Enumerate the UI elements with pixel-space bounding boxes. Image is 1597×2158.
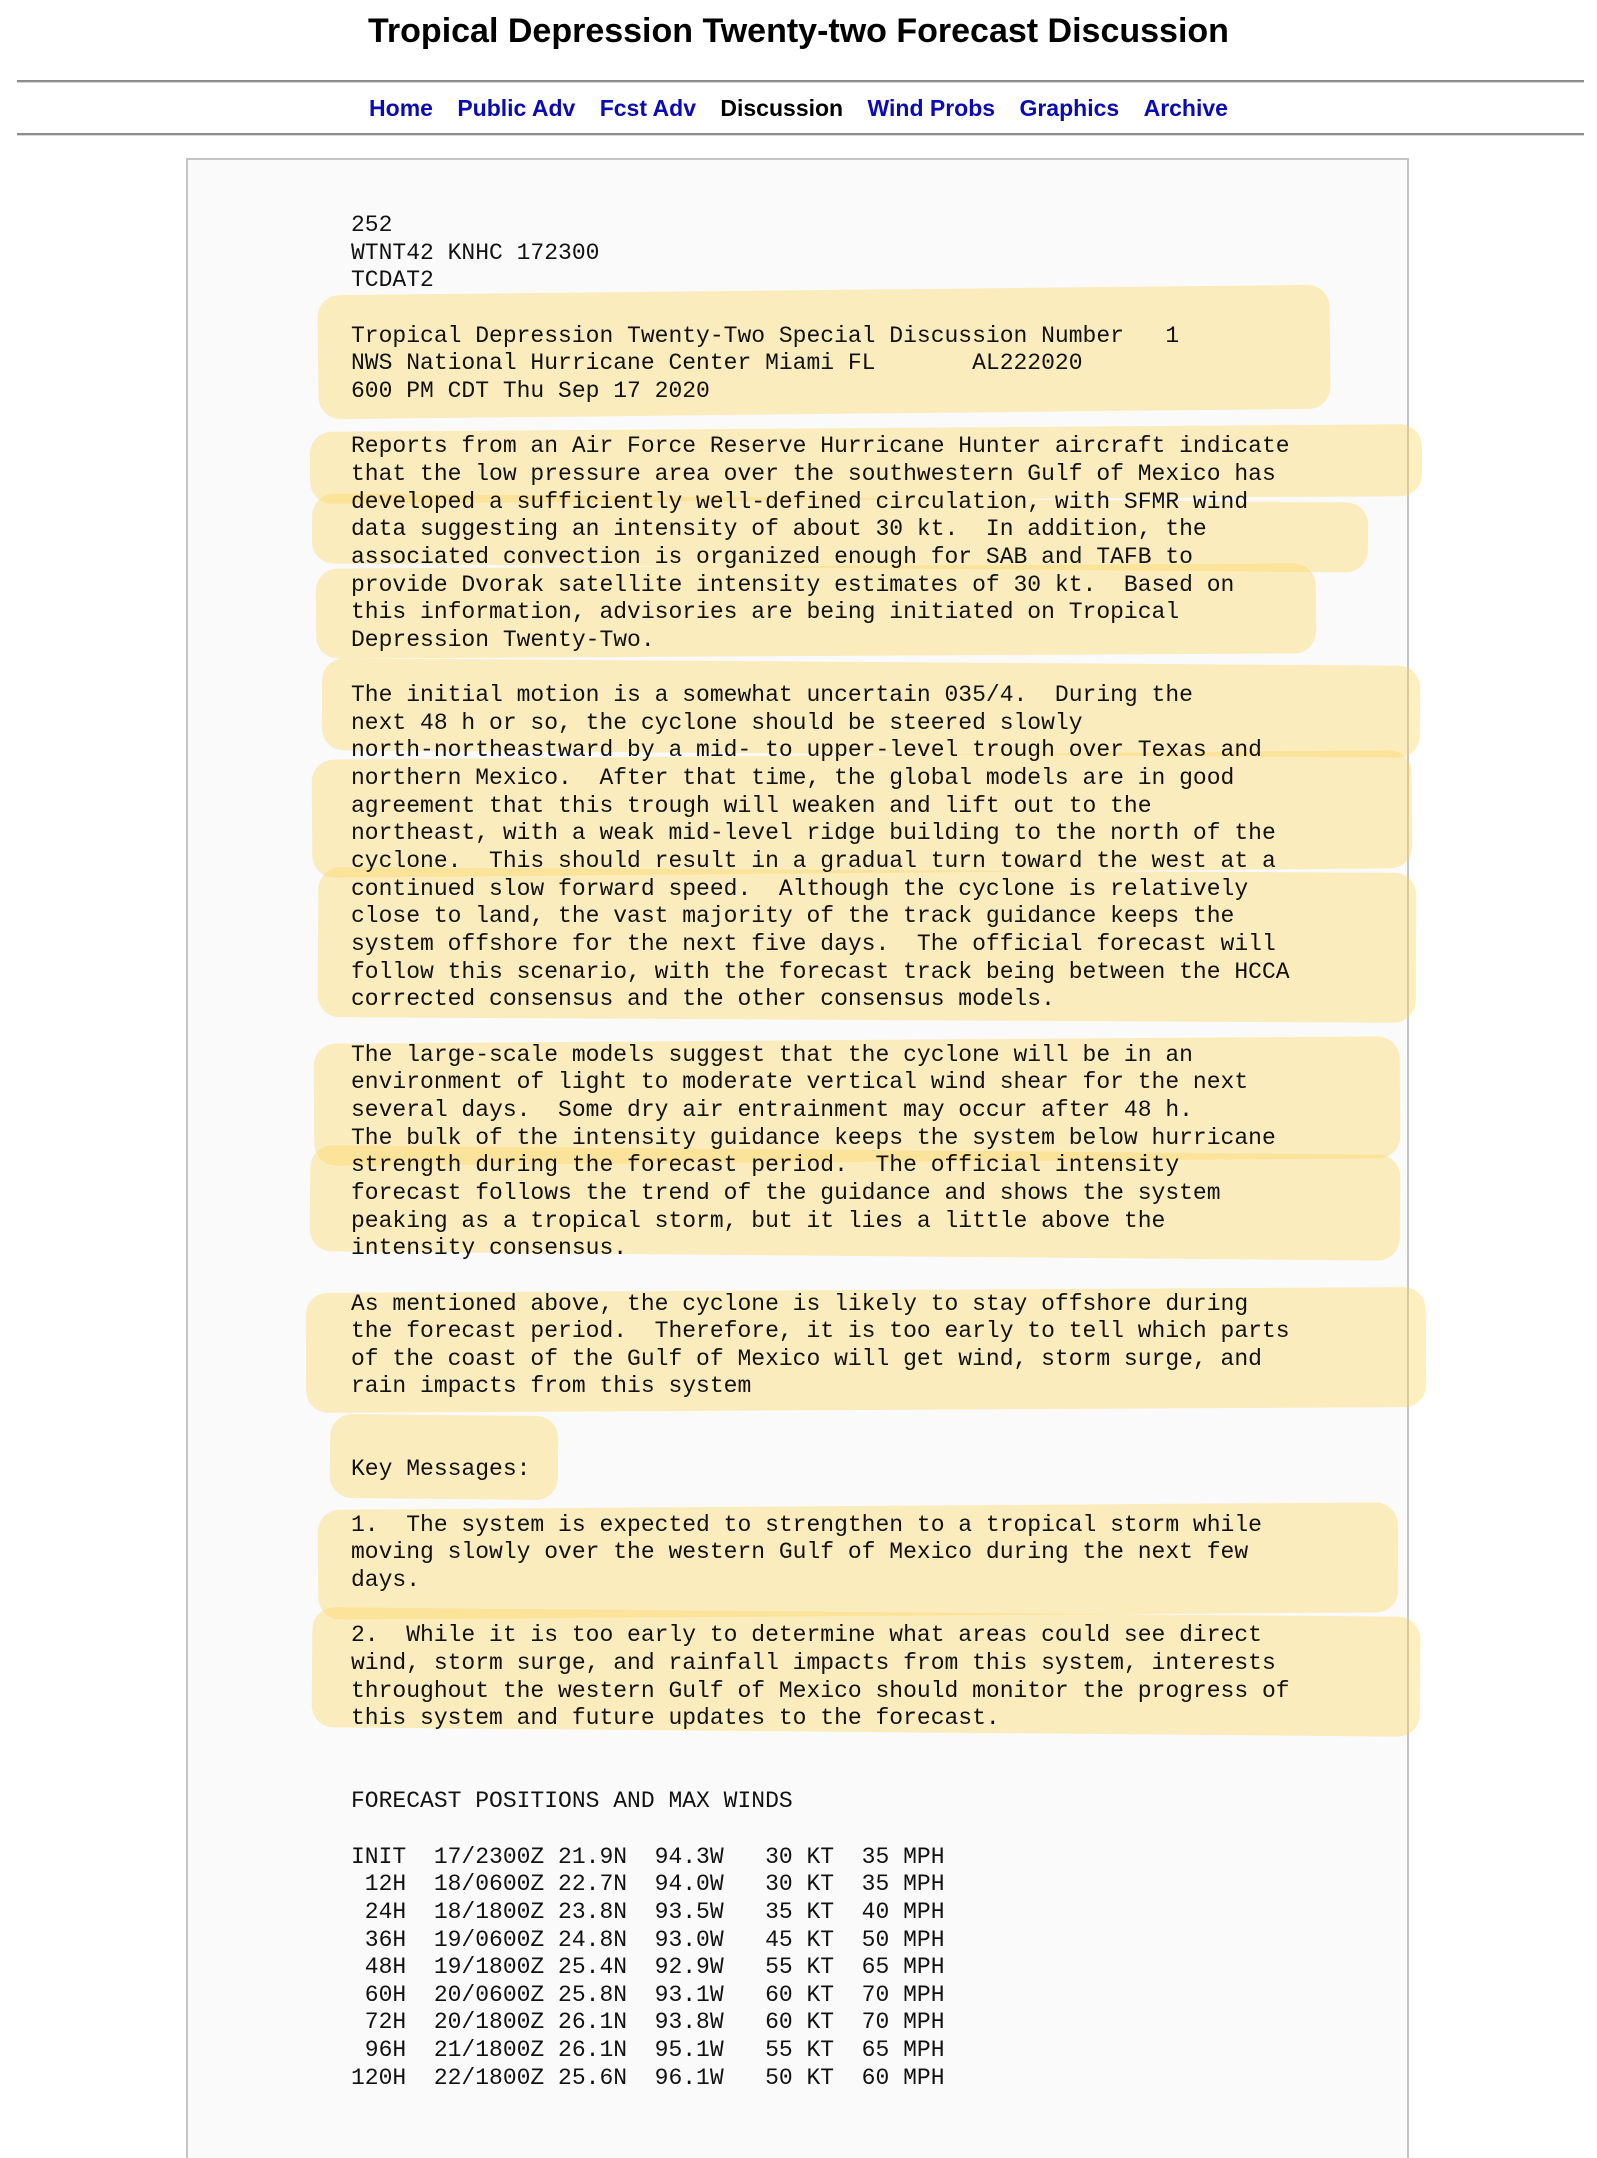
text-line: northeast, with a weak mid-level ridge building to the north of the — [351, 820, 1276, 847]
text-line: several days. Some dry air entrainment may occur after 48 h. — [351, 1096, 1193, 1123]
text-line: rain impacts from this system — [351, 1373, 752, 1400]
text-line: WTNT42 KNHC 172300 — [351, 239, 600, 266]
text-line: 2. While it is too early to determine what areas could see direct — [351, 1622, 1262, 1649]
text-line: 1. The system is expected to strengthen to a tropical storm while — [351, 1511, 1262, 1538]
forecast-row: 72H 20/1800Z 26.1N 93.8W 60 KT 70 MPH — [351, 2009, 945, 2036]
text-line: provide Dvorak satellite intensity estimates of 30 kt. Based on — [351, 571, 1235, 598]
top-divider — [17, 80, 1584, 83]
text-line: cyclone. This should result in a gradual turn toward the west at a — [351, 848, 1276, 875]
nav-link-public-adv[interactable]: Public Adv — [457, 95, 576, 121]
forecast-row: 36H 19/0600Z 24.8N 93.0W 45 KT 50 MPH — [351, 1926, 945, 1953]
text-line: intensity consensus. — [351, 1235, 628, 1262]
top-navigation — [0, 92, 1597, 124]
nav-link-archive[interactable]: Archive — [1143, 95, 1228, 121]
text-line: data suggesting an intensity of about 30 kt. In addition, the — [351, 516, 1207, 543]
text-line: agreement that this trough will weaken and lift out to the — [351, 792, 1152, 819]
text-line: Tropical Depression Twenty-Two Special Discussion Number 1 — [351, 322, 1180, 349]
text-line — [351, 1733, 1290, 1761]
text-line: 600 PM CDT Thu Sep 17 2020 — [351, 377, 710, 404]
text-line: the forecast period. Therefore, it is too early to tell which parts — [351, 1318, 1290, 1345]
forecast-row: 96H 21/1800Z 26.1N 95.1W 55 KT 65 MPH — [351, 2037, 945, 2064]
text-line: As mentioned above, the cyclone is likely to stay offshore during — [351, 1290, 1249, 1317]
text-line — [351, 1761, 1290, 1789]
text-line — [351, 1429, 1290, 1457]
text-line: FORECAST POSITIONS AND MAX WINDS — [351, 1788, 793, 1815]
text-line: environment of light to moderate vertical wind shear for the next — [351, 1069, 1249, 1096]
text-line: throughout the western Gulf of Mexico should monitor the progress of — [351, 1677, 1290, 1704]
text-line: forecast follows the trend of the guidance and shows the system — [351, 1179, 1221, 1206]
text-line — [351, 1595, 1290, 1623]
text-line: north-northeastward by a mid- to upper-level trough over Texas and — [351, 737, 1262, 764]
text-line: northern Mexico. After that time, the global models are in good — [351, 765, 1235, 792]
text-line: next 48 h or so, the cyclone should be steered slowly — [351, 709, 1083, 736]
text-line — [351, 1401, 1290, 1429]
text-line — [351, 295, 1290, 323]
text-line: Reports from an Air Force Reserve Hurricane Hunter aircraft indicate — [351, 433, 1290, 460]
nav-link-home[interactable]: Home — [369, 95, 433, 121]
text-line: this system and future updates to the forecast. — [351, 1705, 1000, 1732]
discussion-text — [351, 212, 1290, 2092]
text-line: wind, storm surge, and rainfall impacts from this system, interests — [351, 1649, 1276, 1676]
nav-link-wind-probs[interactable]: Wind Probs — [867, 95, 996, 121]
text-line: Key Messages: — [351, 1456, 531, 1483]
text-line: developed a sufficiently well-defined circulation, with SFMR wind — [351, 488, 1249, 515]
forecast-row: 60H 20/0600Z 25.8N 93.1W 60 KT 70 MPH — [351, 1981, 945, 2008]
page-title: Tropical Depression Twenty-two Forecast Discussion — [368, 12, 1229, 50]
text-line: associated convection is organized enough for SAB and TAFB to — [351, 543, 1193, 570]
nav-current-discussion: Discussion — [720, 95, 844, 121]
text-line: Depression Twenty-Two. — [351, 626, 655, 653]
nav-link-graphics[interactable]: Graphics — [1019, 95, 1120, 121]
text-line — [351, 1263, 1290, 1291]
text-line — [351, 1816, 1290, 1844]
text-line: continued slow forward speed. Although the cyclone is relatively — [351, 875, 1249, 902]
forecast-row: 120H 22/1800Z 25.6N 96.1W 50 KT 60 MPH — [351, 2064, 945, 2091]
text-line: corrected consensus and the other consensus models. — [351, 986, 1055, 1013]
text-line: close to land, the vast majority of the track guidance keeps the — [351, 903, 1235, 930]
text-line: peaking as a tropical storm, but it lies a little above the — [351, 1207, 1166, 1234]
text-line: days. — [351, 1567, 421, 1594]
text-line: 252 — [351, 212, 393, 238]
text-line: The initial motion is a somewhat uncertain 035/4. During the — [351, 682, 1193, 709]
text-line: The bulk of the intensity guidance keeps the system below hurricane — [351, 1124, 1276, 1151]
text-line: that the low pressure area over the southwestern Gulf of Mexico has — [351, 460, 1276, 487]
text-line — [351, 1014, 1290, 1042]
bottom-divider — [17, 133, 1584, 136]
text-line — [351, 654, 1290, 682]
forecast-row: 12H 18/0600Z 22.7N 94.0W 30 KT 35 MPH — [351, 1871, 945, 1898]
text-line: moving slowly over the western Gulf of Mexico during the next few — [351, 1539, 1249, 1566]
forecast-row: 24H 18/1800Z 23.8N 93.5W 35 KT 40 MPH — [351, 1898, 945, 1925]
text-line: follow this scenario, with the forecast track being between the HCCA — [351, 958, 1290, 985]
text-line: NWS National Hurricane Center Miami FL AL222020 — [351, 350, 1083, 377]
text-line — [351, 406, 1290, 434]
text-line: TCDAT2 — [351, 267, 434, 294]
text-line: system offshore for the next five days. The official forecast will — [351, 931, 1276, 958]
forecast-row: INIT 17/2300Z 21.9N 94.3W 30 KT 35 MPH — [351, 1843, 945, 1870]
forecast-row: 48H 19/1800Z 25.4N 92.9W 55 KT 65 MPH — [351, 1954, 945, 1981]
text-line — [351, 1484, 1290, 1512]
text-line: The large-scale models suggest that the cyclone will be in an — [351, 1041, 1193, 1068]
text-line: strength during the forecast period. The official intensity — [351, 1152, 1180, 1179]
text-line: of the coast of the Gulf of Mexico will get wind, storm surge, and — [351, 1345, 1262, 1372]
nav-link-fcst-adv[interactable]: Fcst Adv — [599, 95, 696, 121]
text-line: this information, advisories are being initiated on Tropical — [351, 599, 1180, 626]
